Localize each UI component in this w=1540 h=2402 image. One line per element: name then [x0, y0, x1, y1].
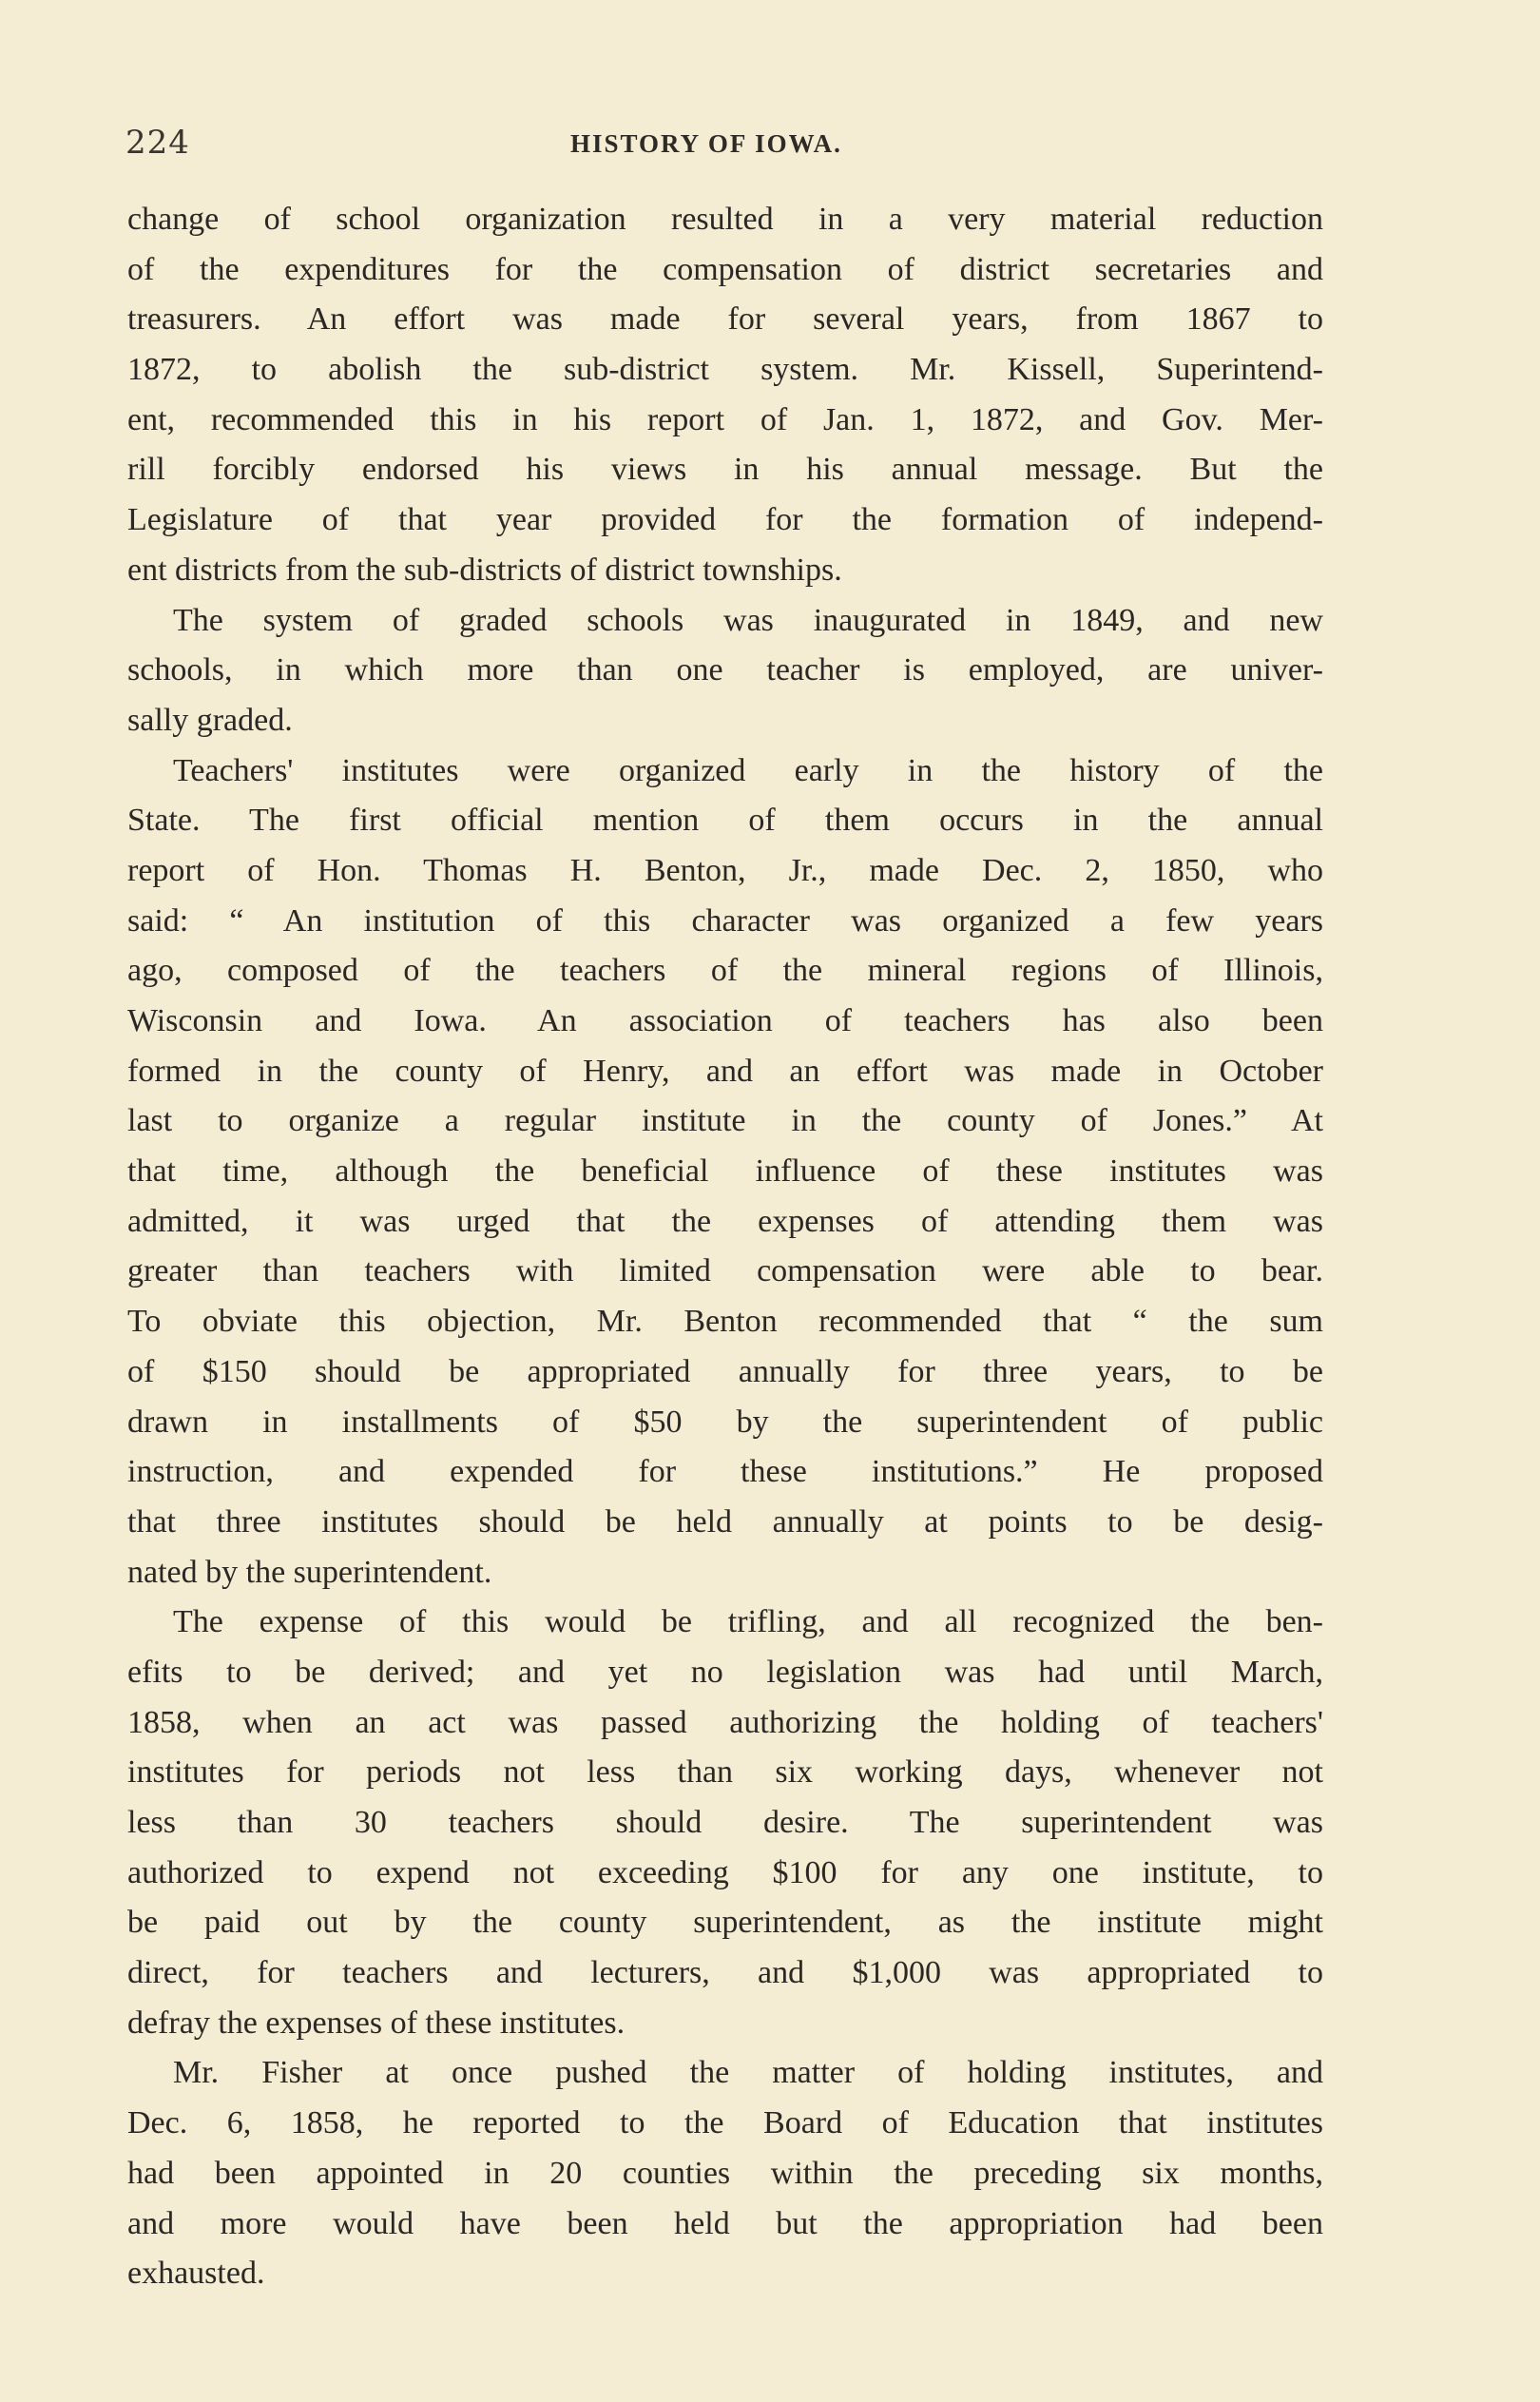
text-line: of $150 should be appropriated annually for three years, to be	[127, 1353, 1323, 1389]
text-line: nated by the superintendent.	[127, 1554, 492, 1590]
text-line: sally graded.	[127, 702, 293, 738]
text-line: Wisconsin and Iowa. An association of teachers has also been	[127, 1003, 1323, 1038]
page-number: 224	[125, 124, 190, 162]
text-line: ago, composed of the teachers of the mineral regions of Illinois,	[127, 953, 1323, 989]
text-line: defray the expenses of these institutes.	[127, 2005, 626, 2041]
text-line: ent districts from the sub-districts of district townships.	[127, 552, 842, 588]
text-line: formed in the county of Henry, and an effort was made in October	[127, 1053, 1323, 1089]
text-line: and more would have been held but the appropriation had been	[127, 2205, 1323, 2241]
text-line: greater than teachers with limited compensation were able to bear.	[127, 1253, 1323, 1289]
text-line: said: “ An institution of this character was organized a few years	[127, 902, 1323, 939]
text-line: less than 30 teachers should desire. The superintendent was	[127, 1805, 1323, 1840]
running-title: HISTORY OF IOWA.	[570, 129, 842, 158]
text-line: State. The first official mention of them occurs in the annual	[127, 803, 1323, 839]
text-line: drawn in installments of $50 by the superintendent of public	[127, 1404, 1323, 1440]
text-line: institutes for periods not less than six working days, whenever not	[127, 1754, 1323, 1791]
text-line: 1872, to abolish the sub-district system. Mr. Kissell, Superintend-	[127, 352, 1323, 388]
text-line: report of Hon. Thomas H. Benton, Jr., made Dec. 2, 1850, who	[127, 852, 1323, 888]
text-line: ent, recommended this in his report of Jan. 1, 1872, and Gov. Mer-	[127, 401, 1323, 437]
paragraph-start-line: The system of graded schools was inaugurated in 1849, and new	[173, 602, 1323, 638]
text-line: 1858, when an act was passed authorizing the holding of teachers'	[127, 1704, 1323, 1740]
page-header	[125, 124, 1323, 171]
text-line: efits to be derived; and yet no legislation was had until March,	[127, 1654, 1323, 1690]
text-line: instruction, and expended for these institutions.” He proposed	[127, 1454, 1323, 1490]
text-line: schools, in which more than one teacher is employed, are univer-	[127, 652, 1323, 688]
text-line: exhausted.	[127, 2256, 265, 2292]
paragraph-start-line: Teachers' institutes were organized early in the history of the	[173, 752, 1323, 788]
text-line: be paid out by the county superintendent, as the institute might	[127, 1905, 1323, 1941]
text-line: change of school organization resulted in a very material reduction	[127, 202, 1323, 237]
text-line: that time, although the beneficial influence of these institutes was	[127, 1153, 1323, 1190]
paragraph-start-line: Mr. Fisher at once pushed the matter of holding institutes, and	[173, 2055, 1323, 2091]
paragraph-start-line: The expense of this would be trifling, and all recognized the ben-	[173, 1604, 1323, 1640]
text-line: last to organize a regular institute in the county of Jones.” At	[127, 1103, 1323, 1139]
text-line: direct, for teachers and lecturers, and $1,000 was appropriated to	[127, 1955, 1323, 1991]
text-line: treasurers. An effort was made for several years, from 1867 to	[127, 301, 1323, 338]
text-line: authorized to expend not exceeding $100 for any one institute, to	[127, 1854, 1323, 1890]
text-line: admitted, it was urged that the expenses of attending them was	[127, 1203, 1323, 1239]
text-line: To obviate this objection, Mr. Benton recommended that “ the sum	[127, 1304, 1323, 1340]
text-line: had been appointed in 20 counties within the preceding six months,	[127, 2155, 1323, 2191]
text-line: rill forcibly endorsed his views in his annual message. But the	[127, 452, 1323, 488]
text-line: that three institutes should be held annually at points to be desig-	[127, 1503, 1323, 1540]
text-line: Legislature of that year provided for the formation of independ-	[127, 502, 1323, 538]
text-line: of the expenditures for the compensation of district secretaries and	[127, 251, 1323, 287]
body-text	[127, 195, 1323, 2299]
text-line: Dec. 6, 1858, he reported to the Board of Education that institutes	[127, 2105, 1323, 2141]
